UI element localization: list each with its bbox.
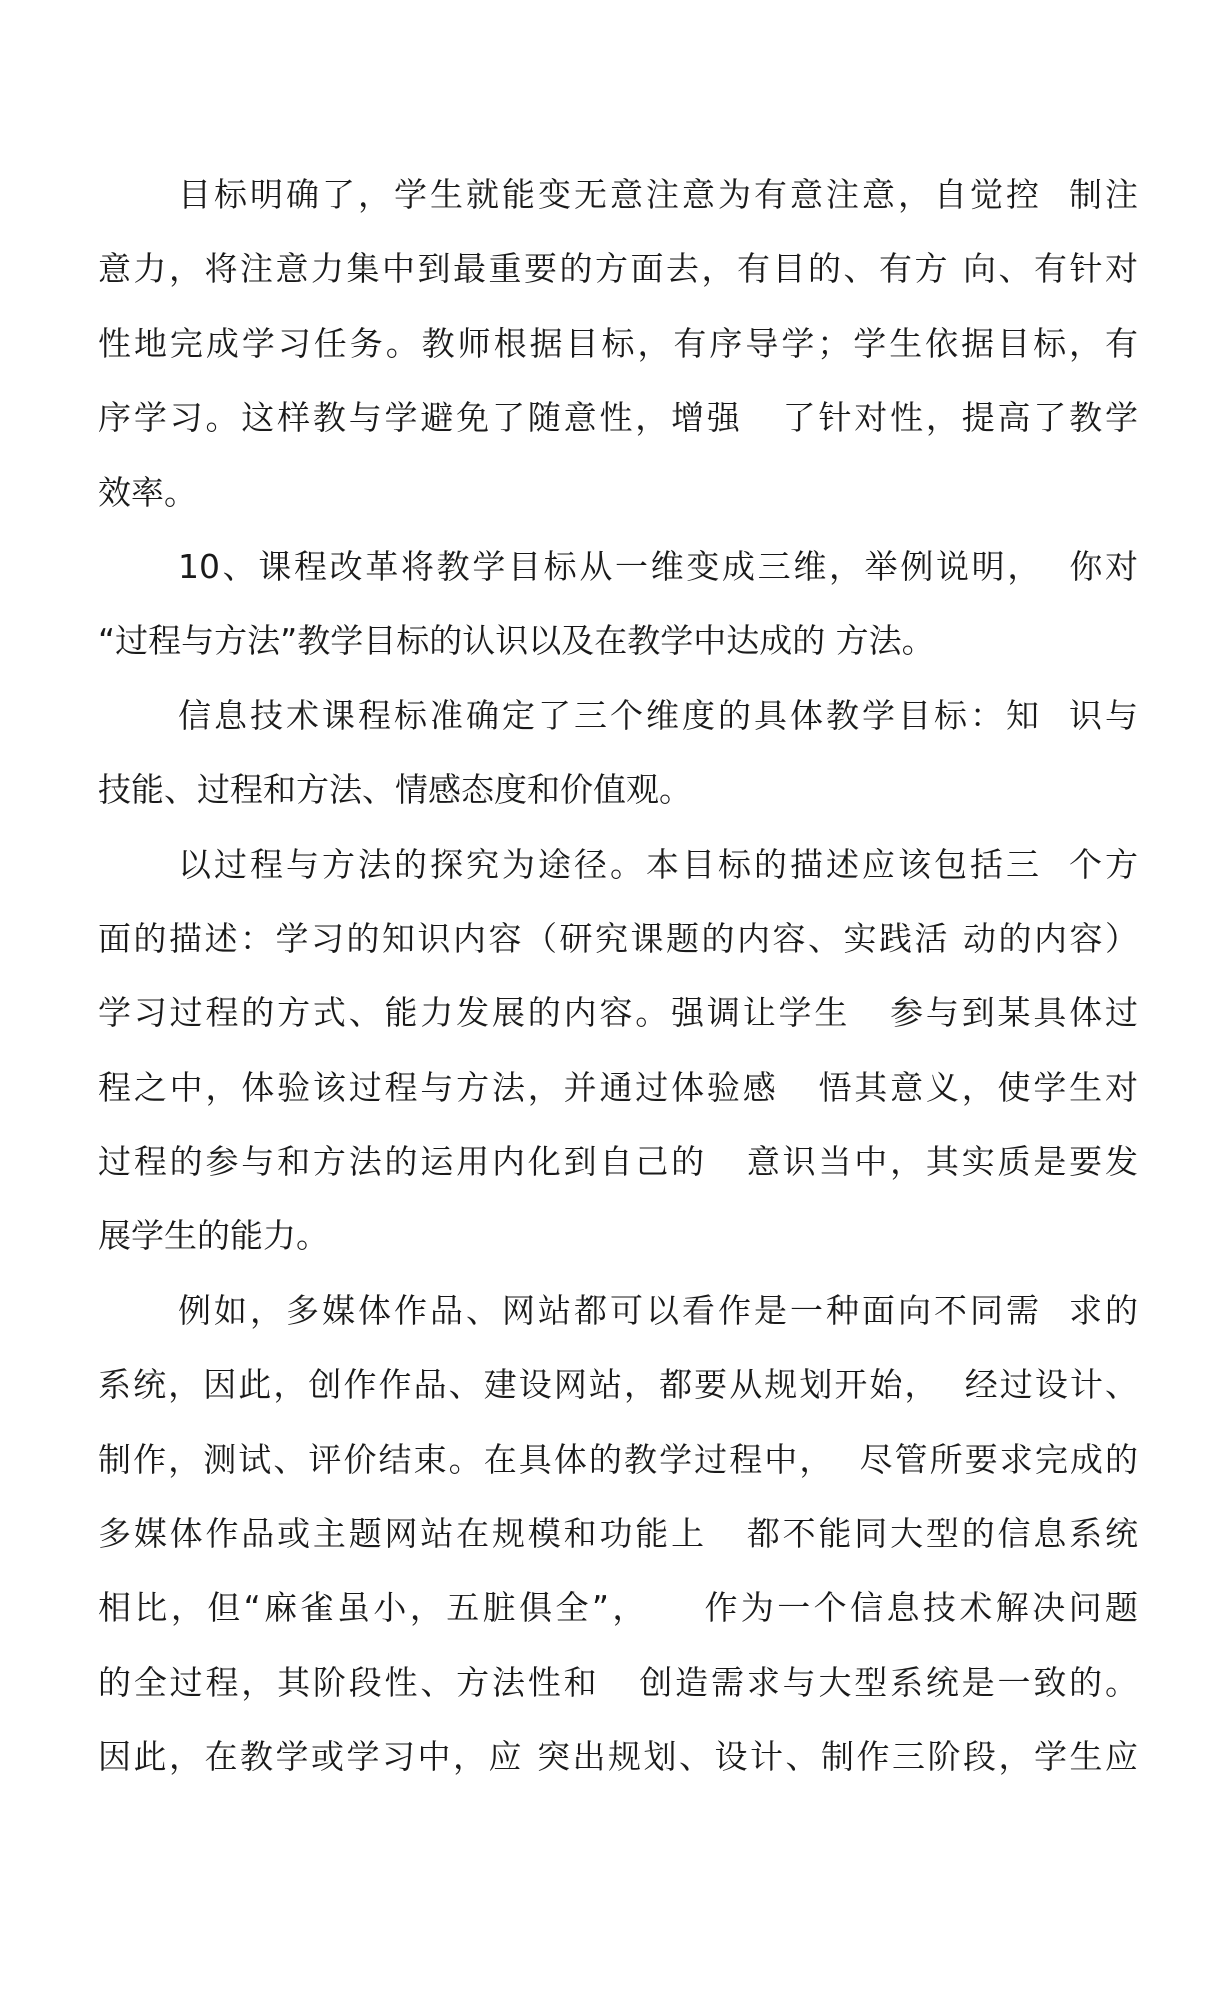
document-body bbox=[98, 158, 1138, 1795]
text-line: 相比，但“麻雀虽小，五脏俱全”， 作为一个信息技术解决问题 bbox=[98, 1588, 1138, 1628]
text-line: 序学习。这样教与学避免了随意性，增强 了针对性，提高了教学 bbox=[98, 398, 1138, 438]
text-line: 展学生的能力。 bbox=[98, 1216, 329, 1256]
text-line: 制作，测试、评价结束。在具体的教学过程中， 尽管所要求完成的 bbox=[98, 1439, 1138, 1479]
text-line: 例如，多媒体作品、网站都可以看作是一种面向不同需 求的 bbox=[178, 1290, 1138, 1330]
text-line: 系统，因此，创作作品、建设网站，都要从规划开始， 经过设计、 bbox=[98, 1365, 1138, 1405]
text-line: 效率。 bbox=[98, 472, 197, 512]
text-line: 程之中，体验该过程与方法，并通过体验感 悟其意义，使学生对 bbox=[98, 1067, 1138, 1107]
text-line: 性地完成学习任务。教师根据目标，有序导学；学生依据目标，有 bbox=[98, 323, 1138, 363]
text-line: 因此，在教学或学习中，应 突出规划、设计、制作三阶段，学生应 bbox=[98, 1737, 1138, 1777]
text-line: 多媒体作品或主题网站在规模和功能上 都不能同大型的信息系统 bbox=[98, 1514, 1138, 1554]
text-line: “过程与方法”教学目标的认识以及在教学中达成的 方法。 bbox=[98, 621, 935, 661]
text-line: 目标明确了，学生就能变无意注意为有意注意，自觉控 制注 bbox=[178, 175, 1138, 214]
text-line: 面的描述：学习的知识内容（研究课题的内容、实践活 动的内容） bbox=[98, 918, 1138, 958]
text-line: 以过程与方法的探究为途径。本目标的描述应该包括三 个方 bbox=[178, 844, 1138, 884]
text-line: 的全过程，其阶段性、方法性和 创造需求与大型系统是一致的。 bbox=[98, 1662, 1138, 1702]
text-line: 技能、过程和方法、情感态度和价值观。 bbox=[98, 770, 692, 810]
text-line: 学习过程的方式、能力发展的内容。强调让学生 参与到某具体过 bbox=[98, 993, 1138, 1033]
text-line: 意力，将注意力集中到最重要的方面去，有目的、有方 向、有针对 bbox=[98, 249, 1138, 289]
text-line: 信息技术课程标准确定了三个维度的具体教学目标：知 识与 bbox=[178, 695, 1138, 735]
text-line: 10、课程改革将教学目标从一维变成三维，举例说明， 你对 bbox=[178, 546, 1138, 586]
text-line: 过程的参与和方法的运用内化到自己的 意识当中，其实质是要发 bbox=[98, 1142, 1138, 1182]
